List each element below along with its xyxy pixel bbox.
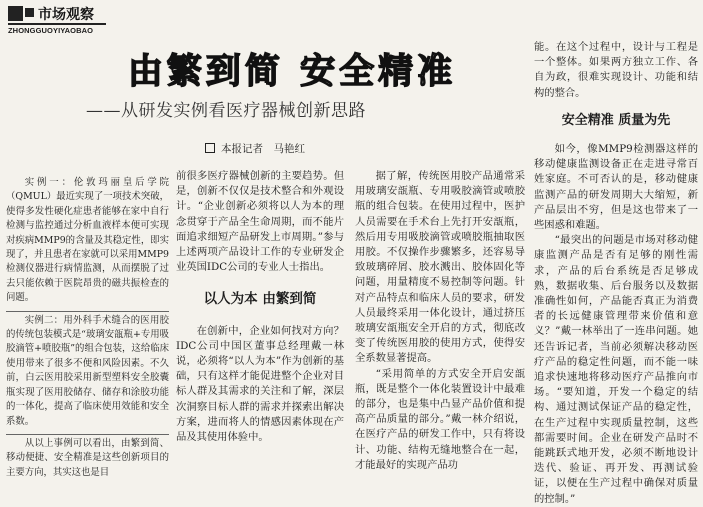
article-byline: [205, 141, 305, 156]
body-paragraph: 前很多医疗器械创新的主要趋势。但是，创新不仅仅是技术整合和外观设计。“企业创新必须将以人为本的理念贯穿于产品全生命周期，而不能片面追求细短产品研发上市周期。”参与上述两项产品设计工作的专业研发企业英国IDC公司的专业人士指出。: [176, 170, 344, 274]
section-heading-quality-first: 安全精准 质量为先: [561, 112, 671, 128]
case-two-paragraph: 实例二：用外科手术缝合的医用胶的传统包装模式是“玻璃安瓿瓶+专用吸胶滴管+喷胶瓶”的组合包装，这给临床使用带来了很多不便和风险因素。不久前，白云医用胶采用新型塑料安全胶囊瓶实现了医用胶储存、储存和涂胶功能的一体化，提高了临床使用效能和安全系数。: [6, 314, 169, 427]
section-heading-people-first: 以人为本 由繁到简: [203, 291, 317, 308]
section-title: 市场观察: [38, 7, 94, 23]
header-square-icon: [25, 8, 34, 17]
article-title: 由繁到简 安全精准: [127, 51, 457, 92]
case-divider: [6, 311, 169, 312]
body-paragraph: “最突出的问题是市场对移动健康监测产品是否有足够的刚性需求，产品的后台系统是否足够成熟，数据收集、后台服务以及数据准确性如何，产品能否真正为消费者的长远健康管理带来价值和意义？”戴一林举出了一连串问题。她还告诉记者，当前必须解决移动医疗产品的稳定性问题，而不能一味追求快速地将移动医疗产品推向市场。“要知道，开发一个稳定的结构、通过测试保证产品的稳定性，在生产过程中实现质量控制，这些都需要时间。企业在研发产品时不能跳跃式地开发，必须不断地设计迭代、验证、再开发、再测试验证，以便在生产过程中确保对质量的控制。”: [534, 234, 698, 505]
case-divider: [6, 434, 169, 435]
column-4: [534, 40, 698, 505]
column-3: [355, 169, 525, 471]
body-paragraph: “采用简单的方式安全开启安瓿瓶，既是整个一体化装置设计中最难的部分，也是集中凸显产品价值和提高产品质量的部分。”戴一林介绍说，在医疗产品的研发工作中，只有将设计、功能、结构无缝地整合在一起，才能最好的实现产品功: [355, 367, 525, 471]
article-subtitle: ——从研发实例看医疗器械创新思路: [86, 101, 366, 121]
body-paragraph: 在创新中，企业如何找对方向？IDC公司中国区董事总经理戴一林说，必须将“以人为本”作为创新的基础，只有这样才能促进整个企业对目标人群及其需求的关注和了解，深层次洞察目标人群的需求并探索出解决方案，进而将人的情感因素体现在产品及其使用体验中。: [176, 324, 344, 444]
column-2: [176, 169, 344, 444]
byline-text: 本报记者 马艳红: [221, 143, 305, 155]
body-paragraph: 据了解，传统医用胶产品通常采用玻璃安瓿瓶、专用吸胶滴管或喷胶瓶的组合包装。在使用过程中，医护人员需要在手术台上先打开安瓿瓶，然后用专用吸胶滴管或喷胶瓶抽取医用胶。不仅操作步骤繁多，还容易导致玻璃碎屑、胶水溅出、胶体固化等问题，用量精度不易控制等问题。针对产品特点和临床人员的要求，研发人员最终采用一体化设计，通过挤压玻璃安瓿瓶安全开启的方式，彻底改变了传统医用胶的使用方式，使得安全系数显著提高。: [355, 170, 525, 365]
body-paragraph: 如今，像MMP9检测器这样的移动健康监测设备正在走进寻常百姓家庭。不可否认的是，移动健康监测产品的研发周期大大缩短，新产品层出不穷，但是这也带来了一些困惑和难题。: [534, 143, 698, 232]
body-paragraph: 能。在这个过程中，设计与工程是一个整体。如果两方独立工作、各自为政，很难实现设计、功能和结构的整合。: [534, 41, 698, 99]
case-one-paragraph: 实例一：伦敦玛丽皇后学院（QMUL）最近实现了一项技术突破，使得多发性硬化症患者能够在家中自行检测与监控通过分析血液样本便可实现对疾病MMP9的含量及其稳定性，即实现了，并且患者在家就可以采用MMP9检测仪器进行病情监测，从而摆脱了过去只能依赖于医院昂贵的磁共振检查的问题。: [6, 177, 169, 304]
intro-paragraph: 从以上事例可以看出，由繁到简、移动便捷、安全精准是这些创新项目的主要方向，其实这也是目: [6, 437, 169, 478]
header-block-icon: [8, 6, 23, 21]
column-1: [6, 176, 169, 478]
byline-box-icon: [205, 143, 215, 153]
header-rule: [8, 23, 106, 25]
section-pinyin: ZHONGGUOYIYAOBAO: [8, 26, 94, 35]
